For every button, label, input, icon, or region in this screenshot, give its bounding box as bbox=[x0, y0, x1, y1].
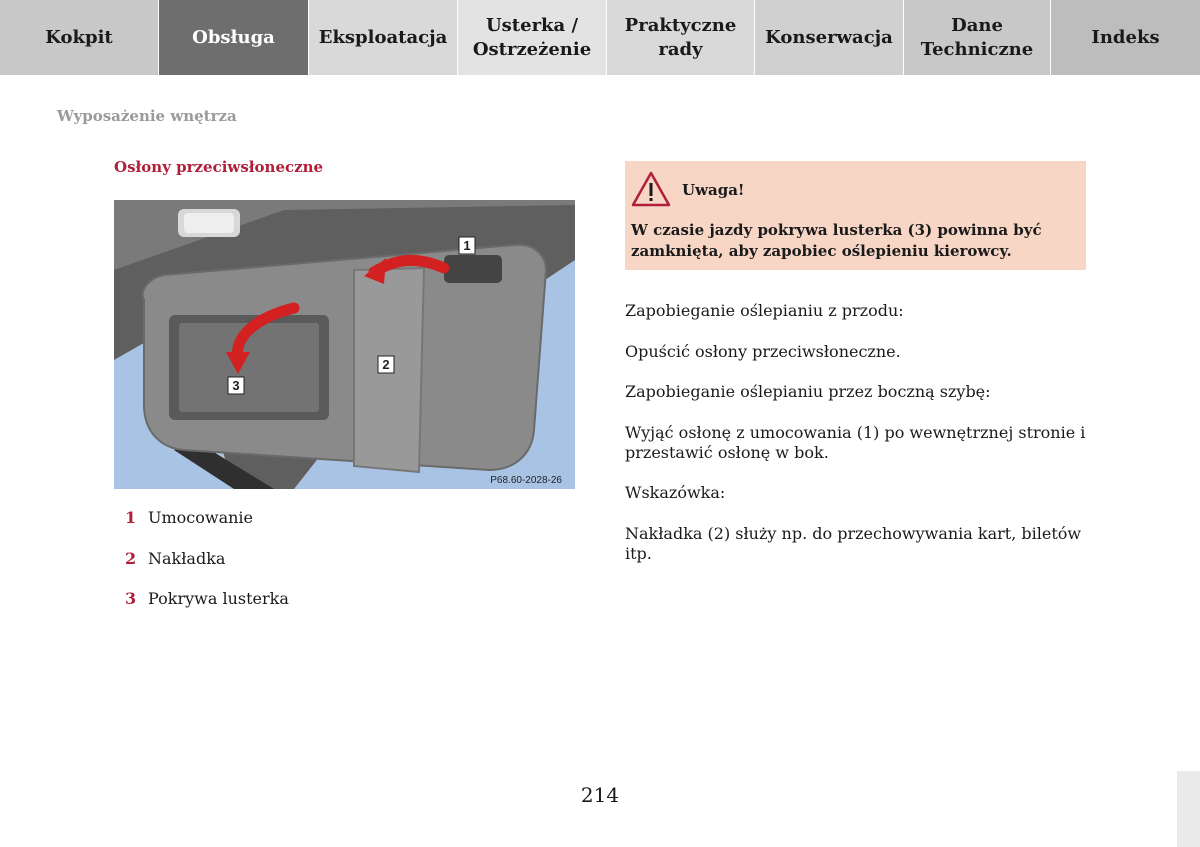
legend-number: 2 bbox=[125, 548, 137, 568]
figure-code: P68.60-2028-26 bbox=[490, 475, 562, 486]
side-thumb-tab bbox=[1177, 771, 1200, 847]
legend-label: Nakładka bbox=[148, 548, 226, 568]
legend-label: Pokrywa lusterka bbox=[148, 589, 289, 608]
tab-konserwacja[interactable]: Konserwacja bbox=[755, 0, 904, 75]
subsection-title: Osłony przeciwsłoneczne bbox=[114, 158, 324, 176]
warning-title: Uwaga! bbox=[682, 181, 745, 199]
callout-3: 3 bbox=[232, 378, 240, 393]
paragraph: Opuścić osłony przeciwsłoneczne. bbox=[625, 341, 901, 361]
legend-item bbox=[125, 508, 289, 549]
legend-label: Umocowanie bbox=[148, 508, 254, 527]
paragraph: Zapobieganie oślepianiu przez boczną szybę: bbox=[625, 382, 991, 401]
warning-text: W czasie jazdy pokrywa lusterka (3) powinna być zamknięta, aby zapobiec oślepieniu kierowcy. bbox=[631, 221, 1042, 260]
figure-legend bbox=[125, 508, 289, 630]
tab-obsluga[interactable]: Obsługa bbox=[159, 0, 309, 75]
tab-kokpit[interactable]: Kokpit bbox=[0, 0, 159, 75]
legend-number: 1 bbox=[125, 508, 137, 527]
instructions bbox=[625, 301, 1090, 584]
tab-eksploatacja[interactable]: Eksploatacja bbox=[309, 0, 458, 75]
warning-box bbox=[625, 161, 1086, 270]
paragraph: Wskazówka: bbox=[625, 483, 726, 502]
paragraph: Nakładka (2) służy np. do przechowywania kart, biletów itp. bbox=[625, 523, 1082, 563]
page-number: 214 bbox=[580, 783, 620, 807]
tab-usterka-ostrzezenie[interactable]: Usterka / Ostrzeżenie bbox=[458, 0, 607, 75]
warning-triangle-icon bbox=[631, 171, 671, 211]
paragraph: Zapobieganie oślepianiu z przodu: bbox=[625, 301, 904, 320]
chapter-nav bbox=[0, 0, 1200, 75]
legend-item bbox=[125, 589, 289, 630]
callout-1: 1 bbox=[463, 238, 471, 253]
sun-visor-drawing bbox=[114, 200, 575, 489]
tab-indeks[interactable]: Indeks bbox=[1051, 0, 1200, 75]
legend-number: 3 bbox=[125, 589, 137, 608]
tab-praktyczne-rady[interactable]: Praktyczne rady bbox=[607, 0, 755, 75]
callout-2: 2 bbox=[382, 357, 390, 372]
section-header: Wyposażenie wnętrza bbox=[57, 107, 237, 125]
sun-visor-illustration bbox=[114, 200, 575, 489]
legend-item bbox=[125, 549, 289, 590]
paragraph: Wyjąć osłonę z umocowania (1) po wewnętrznej stronie i przestawić osłonę w bok. bbox=[625, 422, 1086, 462]
tab-dane-techniczne[interactable]: Dane Techniczne bbox=[904, 0, 1051, 75]
